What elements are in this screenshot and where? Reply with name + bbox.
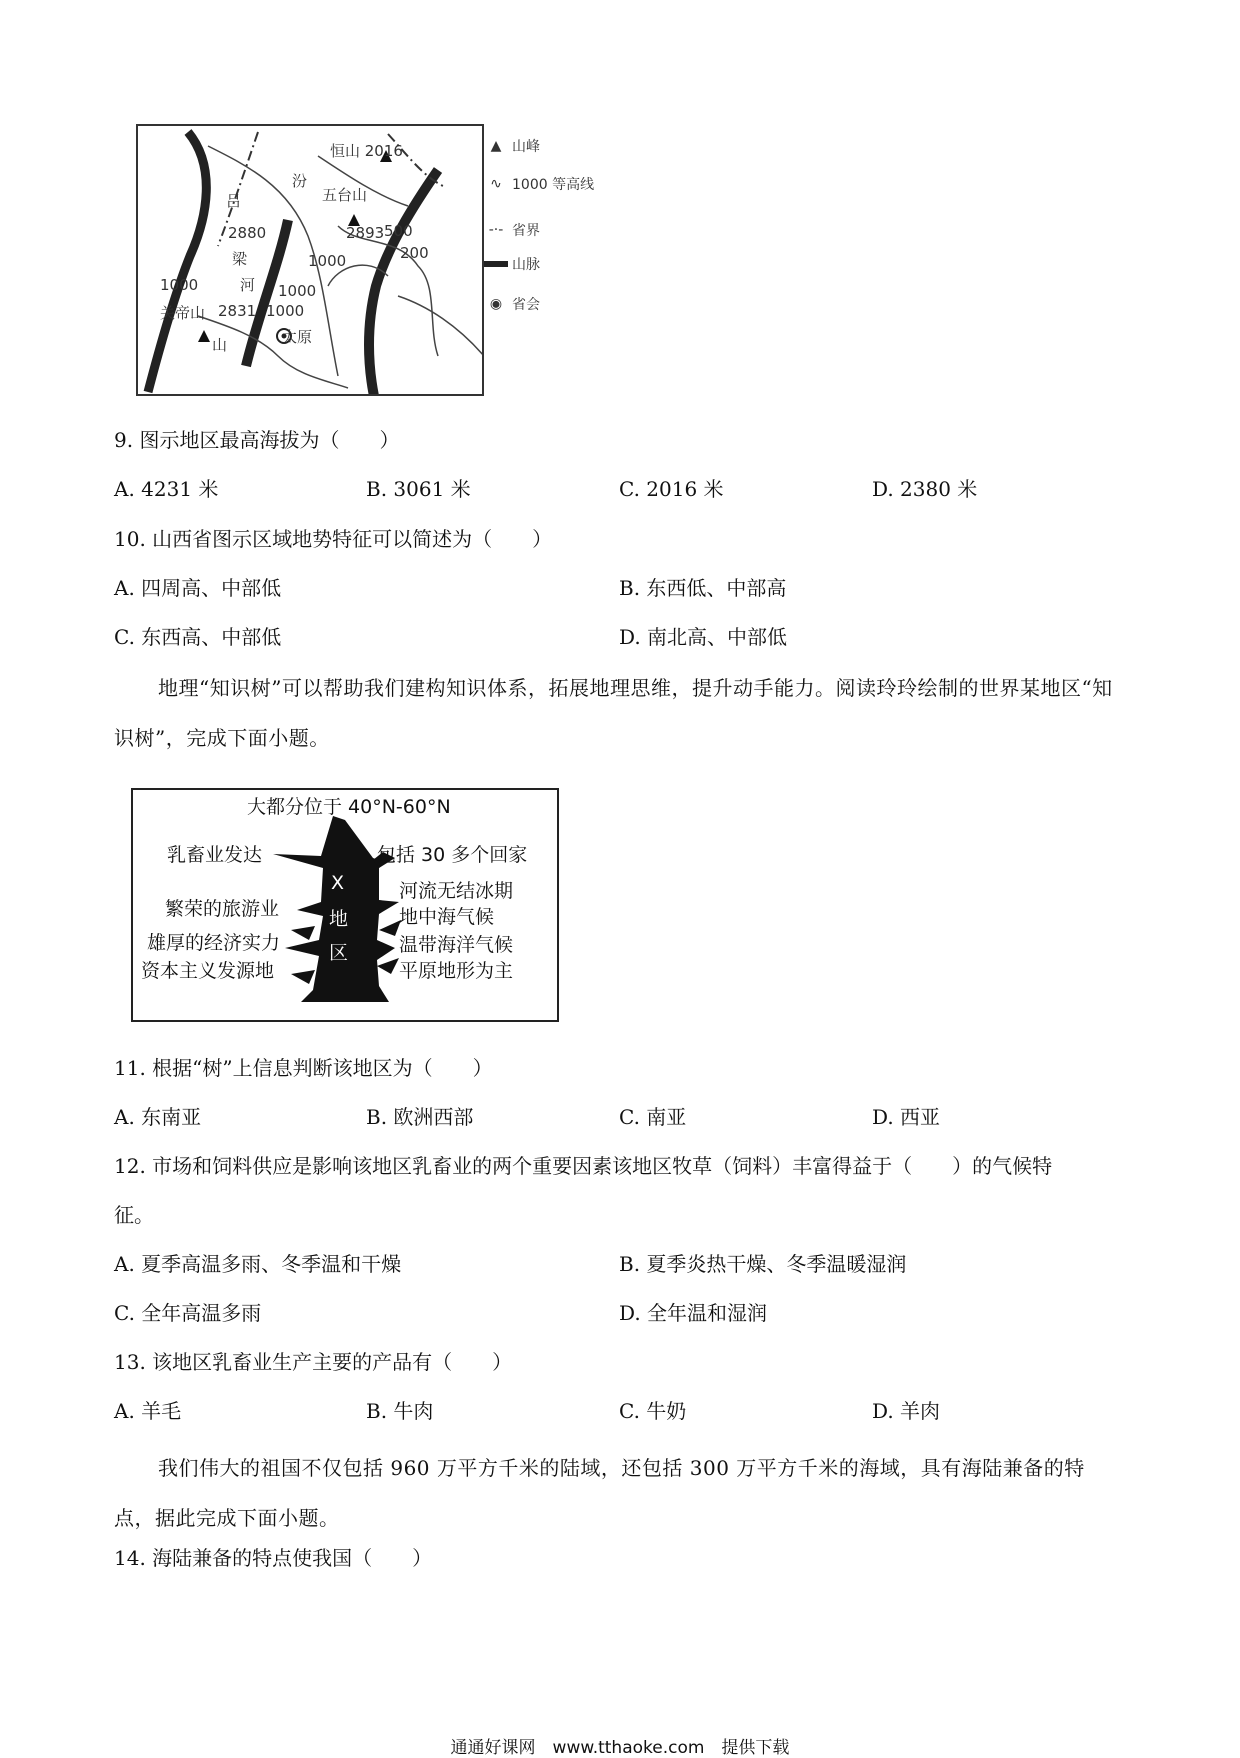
q10-option-b[interactable]: B. 东西低、中部高: [619, 576, 787, 600]
contour-icon: ∿: [490, 176, 502, 192]
map-label-1000-d: 1000: [266, 302, 305, 320]
tree-label-tourism: 繁荣的旅游业: [165, 898, 280, 920]
map-legend: [482, 136, 595, 326]
q10-option-c[interactable]: C. 东西高、中部低: [114, 625, 282, 649]
tree-label-economy: 雄厚的经济实力: [147, 932, 281, 954]
q10-option-a[interactable]: A. 四周高、中部低: [114, 576, 282, 600]
q12-option-c[interactable]: C. 全年高温多雨: [114, 1301, 262, 1325]
page-footer: 通通好课网 www.tthaoke.com 提供下载: [450, 1738, 790, 1758]
q12-option-d[interactable]: D. 全年温和湿润: [619, 1301, 768, 1325]
map-label-2893: 2893: [346, 224, 385, 242]
legend-border: -·- 省界: [482, 220, 540, 240]
legend-range: 山脉: [482, 254, 540, 274]
map-label-200: 200: [400, 244, 429, 262]
q11-stem: 11. 根据“树”上信息判断该地区为（ ）: [114, 1056, 493, 1080]
q11-option-b[interactable]: B. 欧洲西部: [366, 1105, 474, 1129]
trunk-label-qu: 区: [329, 942, 349, 964]
q9-option-a[interactable]: A. 4231 米: [114, 477, 219, 501]
capital-icon: ◉: [489, 296, 503, 312]
map-label-wutai: 五台山: [322, 186, 368, 204]
tree-label-countries: 包括 30 多个回家: [377, 844, 528, 866]
q11-option-d[interactable]: D. 西亚: [872, 1105, 941, 1129]
q12-option-a[interactable]: A. 夏季高温多雨、冬季温和干燥: [114, 1252, 402, 1276]
map-label-2831: 2831: [218, 302, 257, 320]
map-label-shan: 山: [212, 336, 228, 354]
tree-label-capitalism: 资本主义发源地: [141, 960, 275, 982]
q11-option-c[interactable]: C. 南亚: [619, 1105, 687, 1129]
tree-label-dairy: 乳畜业发达: [167, 844, 263, 866]
map-label-500: 500: [384, 222, 413, 240]
knowledge-tree-figure: [131, 788, 559, 1022]
guandi-peak-icon: [198, 330, 210, 342]
intro-paragraph-knowledge-tree: 地理“知识树”可以帮助我们建构知识体系，拓展地理思维，提升动手能力。阅读玲玲绘制的世界某地区“知识树”，完成下面小题。: [114, 676, 1113, 750]
map-label-liang: 梁: [232, 250, 248, 268]
q9-stem: 9. 图示地区最高海拔为（ ）: [114, 428, 400, 452]
q13-option-a[interactable]: A. 羊毛: [114, 1399, 182, 1423]
contour-line: [398, 296, 484, 356]
q12-option-b[interactable]: B. 夏季炎热干燥、冬季温暖湿润: [619, 1252, 907, 1276]
tree-top-label: 大都分位于 40°N-60°N: [247, 796, 451, 818]
legend-peak: ▲ 山峰: [482, 136, 540, 156]
q11-option-a[interactable]: A. 东南亚: [114, 1105, 202, 1129]
q10-stem: 10. 山西省图示区域地势特征可以简述为（ ）: [114, 527, 553, 551]
map-label-guandi: 关帝山: [160, 304, 206, 322]
map-label-taiyuan: 太原: [282, 328, 313, 346]
trunk-label-x: X: [331, 872, 345, 894]
border-line-icon: -·-: [488, 222, 504, 238]
west-range-line: [148, 132, 206, 392]
legend-contour: ∿ 1000 等高线: [482, 174, 594, 194]
map-label-1000-b: 1000: [308, 252, 347, 270]
tree-label-river: 河流无结冰期: [399, 880, 514, 902]
tree-label-temperate: 温带海洋气候: [399, 934, 514, 956]
range-line-icon: [482, 256, 510, 272]
intro-paragraph-territory: 我们伟大的祖国不仅包括 960 万平方千米的陆域，还包括 300 万平方千米的海域，具有海陆兼备的特点，据此完成下面小题。: [114, 1456, 1085, 1530]
q12-stem-line1: 12. 市场和饲料供应是影响该地区乳畜业的两个重要因素该地区牧草（饲料）丰富得益于（ ）的气候特: [114, 1154, 1053, 1178]
q9-option-c[interactable]: C. 2016 米: [619, 477, 724, 501]
tree-label-plain: 平原地形为主: [399, 960, 514, 982]
map-label-hengshan: 恒山 2016: [330, 142, 403, 160]
peak-icon: ▲: [490, 138, 502, 154]
q9-option-d[interactable]: D. 2380 米: [872, 477, 978, 501]
map-label-fen: 汾: [292, 172, 308, 190]
map-label-he: 河: [240, 276, 256, 294]
legend-capital: ◉ 省会: [482, 294, 540, 314]
shanxi-terrain-map: [136, 124, 484, 396]
q12-stem-line2: 征。: [114, 1203, 154, 1227]
trunk-label-di: 地: [329, 908, 349, 930]
q9-option-b[interactable]: B. 3061 米: [366, 477, 471, 501]
q10-option-d[interactable]: D. 南北高、中部低: [619, 625, 788, 649]
q13-option-b[interactable]: B. 牛肉: [366, 1399, 434, 1423]
map-label-1000-c: 1000: [278, 282, 317, 300]
map-label-lv: 吕: [226, 192, 242, 210]
q13-option-d[interactable]: D. 羊肉: [872, 1399, 941, 1423]
map-label-2880: 2880: [228, 224, 267, 242]
map-label-1000-a: 1000: [160, 276, 199, 294]
q13-stem: 13. 该地区乳畜业生产主要的产品有（ ）: [114, 1350, 513, 1374]
q14-stem: 14. 海陆兼备的特点使我国（ ）: [114, 1546, 433, 1570]
q13-option-c[interactable]: C. 牛奶: [619, 1399, 687, 1423]
tree-label-med: 地中海气候: [399, 906, 495, 928]
